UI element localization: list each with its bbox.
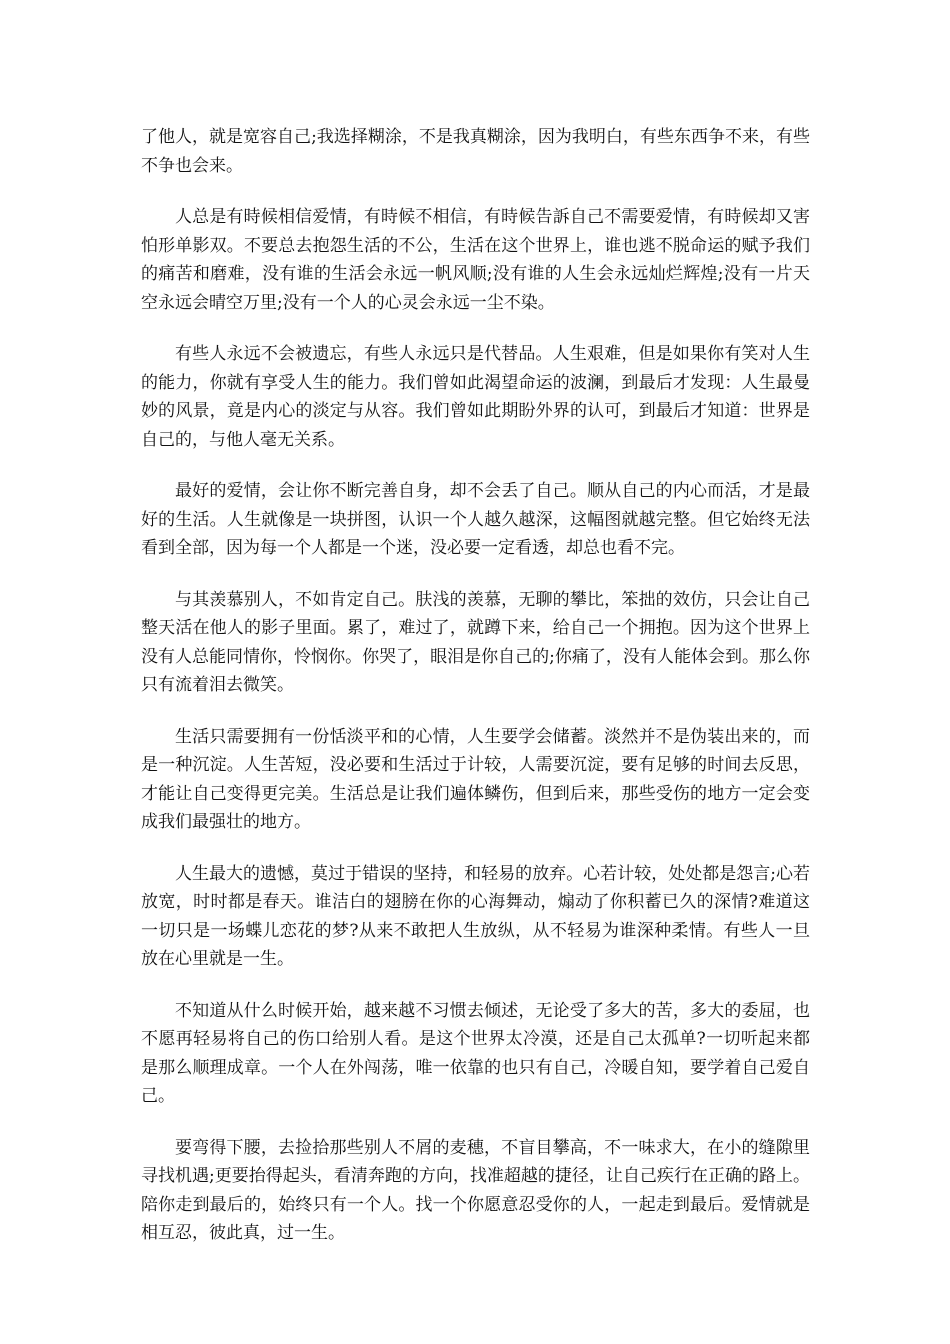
paragraph-2: 人总是有時候相信爱情，有時候不相信，有時候告訴自己不需要爱情，有時候却又害怕形单影双。不要总去抱怨生活的不公，生活在这个世界上，谁也逃不脱命运的赋予我们的痛苦和磨难，没有谁的生活会永远一帆风顺;没有谁的人生会永远灿烂辉煌;没有一片天空永远会晴空万里;没有一个人的心灵会永远一尘不染。 bbox=[141, 207, 810, 313]
document-body bbox=[141, 123, 810, 1271]
paragraph-1: 了他人，就是宽容自己;我选择糊涂，不是我真糊涂，因为我明白，有些东西争不来，有些不争也会来。 bbox=[141, 127, 810, 176]
paragraph-3: 有些人永远不会被遗忘，有些人永远只是代替品。人生艰难，但是如果你有笑对人生的能力，你就有享受人生的能力。我们曾如此渴望命运的波澜，到最后才发现：人生最曼妙的风景，竟是内心的淡定与从容。我们曾如此期盼外界的认可，到最后才知道：世界是自己的，与他人毫无关系。 bbox=[141, 344, 810, 450]
paragraph-8: 不知道从什么时候开始，越来越不习惯去倾述，无论受了多大的苦，多大的委屈，也不愿再轻易将自己的伤口给别人看。是这个世界太冷漠，还是自己太孤单?一切听起来都是那么顺理成章。一个人在外闯荡，唯一依靠的也只有自己，冷暖自知，要学着自己爱自己。 bbox=[141, 1000, 810, 1106]
paragraph-5: 与其羡慕别人，不如肯定自己。肤浅的羡慕，无聊的攀比，笨拙的效仿，只会让自己整天活在他人的影子里面。累了，难过了，就蹲下来，给自己一个拥抱。因为这个世界上没有人总能同情你，怜悯你。你哭了，眼泪是你自己的;你痛了，没有人能体会到。那么你只有流着泪去微笑。 bbox=[141, 589, 810, 695]
paragraph-4: 最好的爱情，会让你不断完善自身，却不会丢了自己。顺从自己的内心而活，才是最好的生活。人生就像是一块拼图，认识一个人越久越深，这幅图就越完整。但它始终无法看到全部，因为每一个人都是一个迷，没必要一定看透，却总也看不完。 bbox=[141, 481, 810, 558]
paragraph-7: 人生最大的遗憾，莫过于错误的坚持，和轻易的放弃。心若计较，处处都是怨言;心若放宽，时时都是春天。谁洁白的翅膀在你的心海舞动，煽动了你积蓄已久的深情?难道这一切只是一场蝶儿恋花的梦?从来不敢把人生放纵，从不轻易为谁深种柔情。有些人一旦放在心里就是一生。 bbox=[141, 863, 810, 969]
paragraph-9: 要弯得下腰，去捡拾那些别人不屑的麦穗，不盲目攀高，不一味求大，在小的缝隙里寻找机遇;更要抬得起头，看清奔跑的方向，找准超越的捷径，让自己疾行在正确的路上。陪你走到最后的，始终只有一个人。找一个你愿意忍受你的人，一起走到最后。爱情就是相互忍，彼此真，过一生。 bbox=[141, 1137, 810, 1243]
paragraph-6: 生活只需要拥有一份恬淡平和的心情，人生要学会储蓄。淡然并不是伪装出来的，而是一种沉淀。人生苦短，没必要和生活过于计较，人需要沉淀，要有足够的时间去反思，才能让自己变得更完美。生活总是让我们遍体鳞伤，但到后来，那些受伤的地方一定会变成我们最强壮的地方。 bbox=[141, 726, 810, 832]
